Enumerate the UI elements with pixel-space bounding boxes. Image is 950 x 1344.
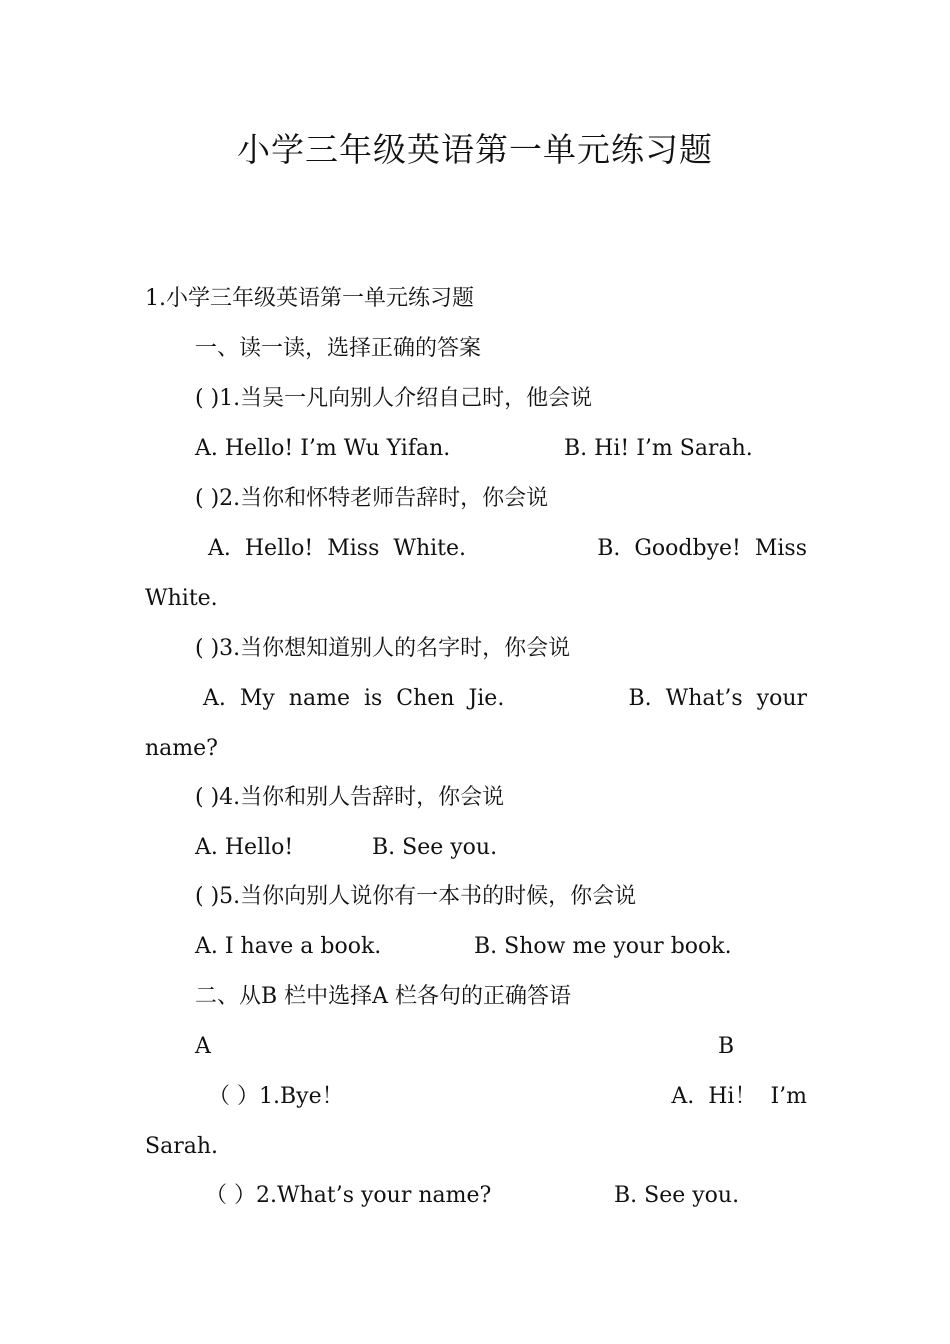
section-2-heading: 二、从B 栏中选择A 栏各句的正确答语 xyxy=(195,984,572,1009)
question-1-option-a: A. Hello! I’m Wu Yifan. xyxy=(195,436,451,461)
question-3-stem: ( )3.当你想知道别人的名字时，你会说 xyxy=(195,636,571,661)
question-2-option-b-continued: White. xyxy=(145,586,218,611)
column-a-label: A xyxy=(195,1034,211,1059)
question-5-option-b: B. Show me your book. xyxy=(474,934,732,959)
question-5-option-a: A. I have a book. xyxy=(195,934,382,959)
question-1-stem: ( )1.当吴一凡向别人介绍自己时，他会说 xyxy=(195,386,593,411)
question-2-option-b: B. Goodbye! Miss xyxy=(597,536,807,561)
document-subtitle: 1.小学三年级英语第一单元练习题 xyxy=(145,286,474,311)
match-1-right: A. Hi！ I’m xyxy=(671,1084,807,1109)
section-1-heading: 一、读一读，选择正确的答案 xyxy=(195,336,482,361)
page-title: 小学三年级英语第一单元练习题 xyxy=(237,130,713,169)
question-2-options xyxy=(145,534,807,614)
question-3-option-a: A. My name is Chen Jie. xyxy=(203,686,505,711)
question-2-option-a: A. Hello! Miss White. xyxy=(208,536,467,561)
question-3-options xyxy=(145,684,807,764)
match-1 xyxy=(145,1082,807,1162)
match-1-left: （ ）1.Bye！ xyxy=(208,1084,344,1109)
question-4-option-a: A. Hello! xyxy=(195,835,294,860)
question-4-option-b: B. See you. xyxy=(372,835,498,860)
match-1-right-continued: Sarah. xyxy=(145,1134,218,1159)
question-3-option-b: B. What’s your xyxy=(628,686,807,711)
column-b-label: B xyxy=(718,1034,735,1059)
question-1-option-b: B. Hi! I’m Sarah. xyxy=(564,436,753,461)
question-4-stem: ( )4.当你和别人告辞时，你会说 xyxy=(195,785,505,810)
match-2-left: （ ）2.What’s your name? xyxy=(205,1183,492,1208)
match-2-right: B. See you. xyxy=(614,1183,740,1208)
question-5-stem: ( )5.当你向别人说你有一本书的时候，你会说 xyxy=(195,884,637,909)
question-2-stem: ( )2.当你和怀特老师告辞时，你会说 xyxy=(195,486,549,511)
question-3-option-b-continued: name? xyxy=(145,736,218,761)
